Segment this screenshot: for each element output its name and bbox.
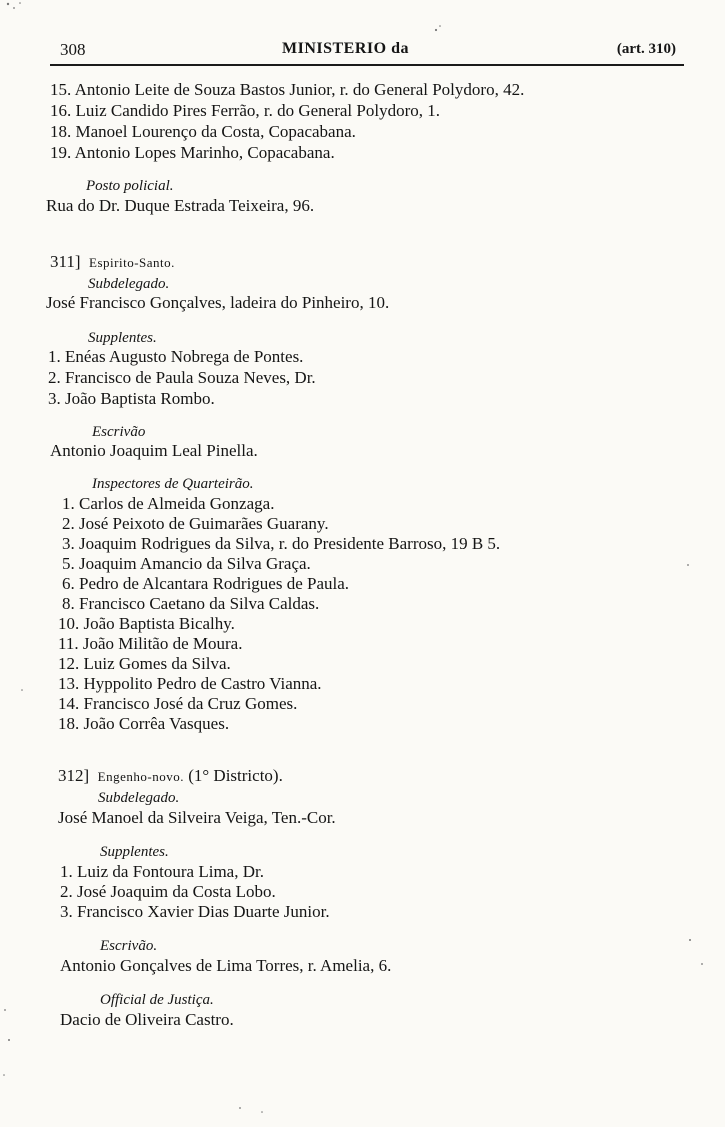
list-item: 3. João Baptista Rombo. — [48, 389, 215, 408]
article-reference: (art. 310) — [616, 41, 676, 57]
subdelegado-name: José Francisco Gonçalves, ladeira do Pinheiro, 10. — [46, 293, 390, 312]
list-item: 15. Antonio Leite de Souza Bastos Junior, r. do General Polydoro, 42. — [50, 80, 525, 99]
escrivao-name: Antonio Joaquim Leal Pinella. — [50, 441, 258, 460]
list-item: 18. Manoel Lourenço da Costa, Copacabana. — [50, 122, 356, 141]
list-item: 12. Luiz Gomes da Silva. — [58, 654, 231, 673]
running-title: MINISTERIO da — [282, 40, 409, 57]
subdelegado-name: José Manoel da Silveira Veiga, Ten.-Cor. — [58, 808, 336, 827]
list-item: 11. João Militão de Moura. — [58, 634, 243, 653]
list-item: 14. Francisco José da Cruz Gomes. — [58, 694, 298, 713]
list-item: 16. Luiz Candido Pires Ferrão, r. do General Polydoro, 1. — [50, 101, 440, 120]
section-312-heading: 312] Engenho-novo. (1° Districto). — [58, 766, 283, 785]
list-item: 1. Enéas Augusto Nobrega de Pontes. — [48, 347, 304, 366]
list-item: 5. Joaquim Amancio da Silva Graça. — [62, 554, 311, 573]
list-item: 6. Pedro de Alcantara Rodrigues de Paula. — [62, 574, 350, 593]
official-name: Dacio de Oliveira Castro. — [60, 1010, 234, 1029]
supplentes-heading: Supplentes. — [88, 330, 157, 346]
escrivao-heading: Escrivão. — [100, 938, 158, 954]
list-item: 13. Hyppolito Pedro de Castro Vianna. — [58, 674, 322, 693]
list-item: 1. Carlos de Almeida Gonzaga. — [62, 494, 275, 513]
subdelegado-heading: Subdelegado. — [98, 790, 180, 806]
list-item: 2. Francisco de Paula Souza Neves, Dr. — [48, 368, 316, 387]
list-item: 2. José Joaquim da Costa Lobo. — [60, 882, 276, 901]
official-heading: Official de Justiça. — [100, 992, 214, 1008]
supplentes-heading: Supplentes. — [100, 844, 169, 860]
list-item: 1. Luiz da Fontoura Lima, Dr. — [60, 862, 264, 881]
section-311-heading: 311] Espirito-Santo. — [50, 252, 175, 271]
list-item: 3. Joaquim Rodrigues da Silva, r. do Presidente Barroso, 19 B 5. — [62, 534, 501, 553]
list-item: 10. João Baptista Bicalhy. — [58, 614, 235, 633]
inspectores-heading: Inspectores de Quarteirão. — [92, 476, 254, 492]
posto-address: Rua do Dr. Duque Estrada Teixeira, 96. — [46, 196, 315, 215]
list-item: 19. Antonio Lopes Marinho, Copacabana. — [50, 143, 335, 162]
page-number: 308 — [60, 40, 86, 59]
list-item: 3. Francisco Xavier Dias Duarte Junior. — [60, 902, 330, 921]
list-item: 2. José Peixoto de Guimarães Guarany. — [62, 514, 329, 533]
page-header — [60, 36, 682, 62]
escrivao-name: Antonio Gonçalves de Lima Torres, r. Amelia, 6. — [60, 956, 392, 975]
posto-heading: Posto policial. — [86, 178, 174, 194]
list-item: 18. João Corrêa Vasques. — [58, 714, 230, 733]
list-item: 8. Francisco Caetano da Silva Caldas. — [62, 594, 320, 613]
header-rule — [50, 64, 684, 66]
escrivao-heading: Escrivão — [92, 424, 146, 440]
subdelegado-heading: Subdelegado. — [88, 276, 170, 292]
